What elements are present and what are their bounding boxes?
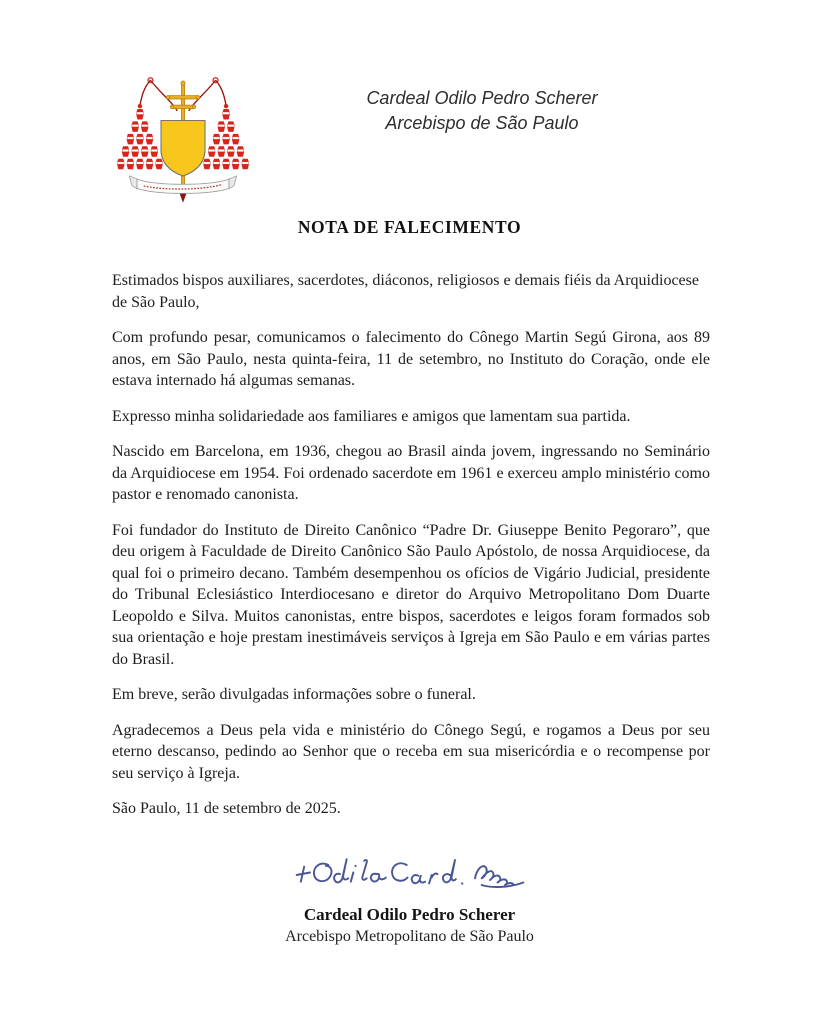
letter-body (112, 270, 710, 834)
letterhead-name: Cardeal Odilo Pedro Scherer (366, 88, 598, 108)
body-paragraph: Com profundo pesar, comunicamos o falecimento do Cônego Martin Segú Girona, aos 89 anos, em São Paulo, nesta quinta-feira, 11 de setembro, no Instituto do Coração, onde ele estava internado há algumas semanas. (112, 329, 710, 389)
coat-of-arms-icon (116, 54, 250, 206)
body-paragraph: Foi fundador do Instituto de Direito Canônico “Padre Dr. Giuseppe Benito Pegoraro”, que deu origem à Faculdade de Direito Canônico São Paulo Apóstolo, de nossa Arquidiocese, da qual foi o primeiro decano. Também desempenhou os ofícios de Vigário Judicial, presidente do Tribunal Eclesiástico Interdiocesano e diretor do Arquivo Metropolitano Dom Duarte Leopoldo e Silva. Muitos canonistas, entre bispos, sacerdotes e leigos foram formados sob sua orientação e hoje prestam inestimáveis serviços à Igreja em São Paulo e em várias partes do Brasil. (112, 521, 710, 668)
letterhead-role: Arcebispo de São Paulo (385, 113, 579, 133)
signatory-role: Arcebispo Metropolitano de São Paulo (285, 928, 534, 945)
body-paragraph: Expresso minha solidariedade aos familiares e amigos que lamentam sua partida. (112, 407, 631, 425)
galero-tassels-left (117, 109, 163, 169)
galero-cord-right (216, 80, 227, 105)
galero-cord-left (140, 80, 151, 105)
signature-block (0, 840, 819, 948)
body-paragraph: Em breve, serão divulgadas informações sobre o funeral. (112, 686, 476, 703)
galero-tassels-right (203, 109, 249, 169)
body-paragraph: Estimados bispos auxiliares, sacerdotes, diáconos, religiosos e demais fiéis da Arquidiocese de São Paulo, (112, 272, 699, 311)
dateline: São Paulo, 11 de setembro de 2025. (112, 800, 341, 817)
shield-icon (161, 120, 205, 176)
document-title: NOTA DE FALECIMENTO (297, 217, 522, 237)
body-paragraph: Agradecemos a Deus pela vida e ministério do Cônego Segú, e rogamos a Deus por seu eterno descanso, pedindo ao Senhor que o receba em sua misericórdia e o recompense por seu serviço à Igreja. (112, 721, 710, 782)
signature-handwriting (282, 840, 538, 900)
signatory-name: Cardeal Odilo Pedro Scherer (303, 905, 516, 924)
letterhead-text (330, 86, 634, 136)
body-paragraph: Nascido em Barcelona, em 1936, chegou ao Brasil ainda jovem, ingressando no Seminário da Arquidiocese em 1954. Foi ordenado sacerdote em 1961 e exerceu amplo ministério como pastor e renomado canonista. (112, 443, 710, 503)
